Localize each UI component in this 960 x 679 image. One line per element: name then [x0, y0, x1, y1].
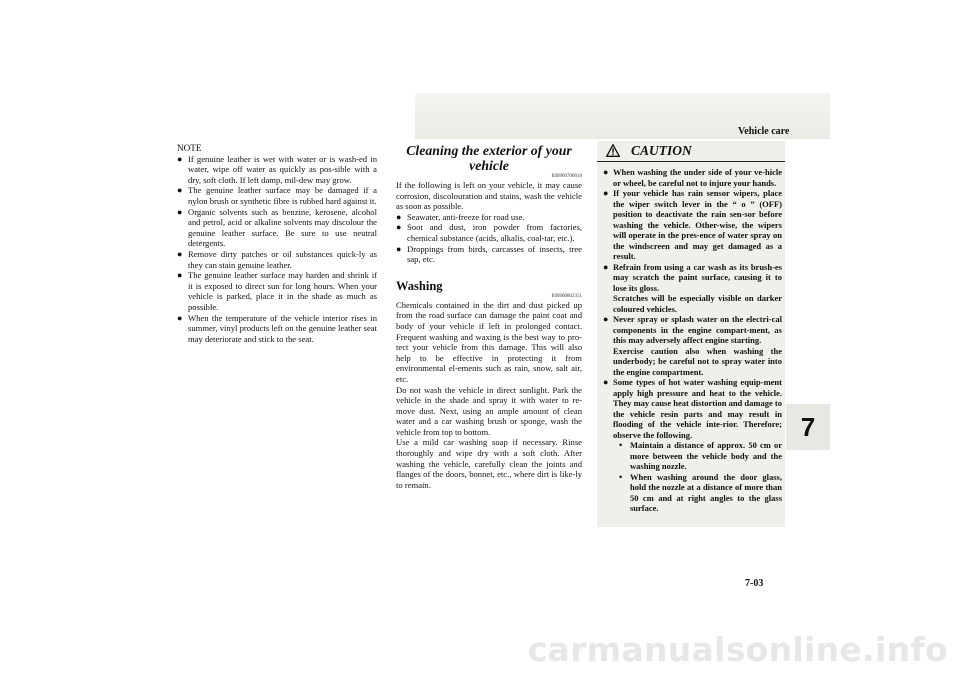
note-list [177, 154, 377, 345]
list-item: ● When washing the under side of your ve-hicle or wheel, be careful not to injure your hands. [603, 167, 782, 188]
list-item: ● When the temperature of the vehicle interior rises in summer, vinyl products left on the genuine leather seat may deteriorate and stick to the seat. [177, 313, 377, 345]
caution-text: Some types of hot water washing equip-ment apply high pressure and heat to the vehicle. They may cause heat distortion and damage to the vehicle resin parts and may result in flooding of the vehicle inte-rior. Therefore; observe the following. [613, 377, 782, 440]
exterior-code: E00900700010 [551, 174, 582, 179]
warning-triangle-icon [606, 144, 620, 157]
washing-paragraph: Do not wash the vehicle in direct sunlight. Park the vehicle in the shade and spray it with water to re-move dust. Next, using an ample amount of clean water and a car washing brush or sponge, wash the vehicle from top to bottom. [396, 384, 582, 437]
list-item: ● The genuine leather surface may harden and shrink if it is exposed to direct sun for long hours. When your vehicle is parked, place it in the shade as much as possible. [177, 270, 377, 312]
main-column [396, 143, 582, 490]
section-title: Vehicle care [738, 126, 790, 137]
list-item: ● Seawater, anti-freeze for road use. [396, 212, 582, 223]
note-label: NOTE [177, 143, 202, 153]
caution-box [597, 141, 785, 527]
washing-paragraph: Use a mild car washing soap if necessary. Rinse thoroughly and wipe dry with a soft cloth. After washing the vehicle, carefully clean the joints and flanges of the doors, bonnet, etc., where dirt is like-ly to remain. [396, 437, 582, 490]
caution-sublist [613, 440, 782, 514]
list-item: • When washing around the door glass, hold the nozzle at a distance of more than 50 cm and at right angles to the glass surface. [613, 472, 782, 514]
list-item [603, 377, 782, 514]
page-number: 7-03 [745, 578, 764, 589]
list-item: ● The genuine leather surface may be damaged if a nylon brush or synthetic fibre is rubbed hard against it. [177, 185, 377, 206]
list-item: • Maintain a distance of approx. 50 cm or more between the vehicle body and the washing nozzle. [613, 440, 782, 472]
list-item: ● Droppings from birds, carcasses of insects, tree sap, etc. [396, 244, 582, 265]
exterior-list [396, 212, 582, 265]
list-item [603, 262, 782, 315]
washing-paragraph: Chemicals contained in the dirt and dust picked up from the road surface can damage the paint coat and body of your vehicle if left in prolonged contact. Frequent washing and waxing is the best way to pro-tect your vehicle from this damage. This will also help to be effective in protecting it from environmental el-ements such as rain, snow, salt air, etc. [396, 299, 582, 384]
caution-text: Never spray or splash water on the electri-cal components in the engine compart-ment, as this may adversely affect engine starting. [613, 314, 782, 345]
caution-text: Scratches will be especially visible on darker coloured vehicles. [613, 293, 782, 314]
list-item: ● If your vehicle has rain sensor wipers, place the wiper switch lever in the “ o ” (OFF) position to deactivate the rain sen-sor before washing the vehicle. Other-wise, the wipers will operate in the pres-ence of water spray on the windscreen and may get damaged as a result. [603, 188, 782, 262]
list-item [603, 314, 782, 377]
caution-body [597, 162, 785, 514]
list-item: ● If genuine leather is wet with water or is wash-ed in water, wipe off water as quickly as pos-sible with a dry, soft cloth. If left damp, mil-dew may grow. [177, 154, 377, 186]
list-item: ● Soot and dust, iron powder from factories, chemical substance (acids, alkalis, coal-tar, etc.). [396, 222, 582, 243]
exterior-intro: If the following is left on your vehicle, it may cause corrosion, discolouration and stains, wash the vehicle as soon as possible. [396, 180, 582, 212]
caution-title: CAUTION [631, 143, 692, 158]
caution-text: Exercise caution also when washing the underbody; be careful not to spray water into the engine compartment. [613, 345, 782, 377]
caution-list [603, 167, 782, 514]
note-column [177, 143, 377, 344]
exterior-heading [396, 143, 582, 173]
list-item: ● Organic solvents such as benzine, kerosene, alcohol and petrol, acid or alkaline solvents may discolour the genuine leather surface. Be sure to use neutral detergents. [177, 207, 377, 249]
caution-text: Refrain from using a car wash as its brush-es may scratch the paint surface, causing it to lose its gloss. [613, 261, 782, 293]
washing-heading: Washing [396, 278, 443, 293]
watermark: carmanualsonline.info [527, 630, 948, 669]
exterior-heading-line2: vehicle [469, 158, 509, 173]
washing-code: E00900802351 [551, 293, 582, 299]
exterior-heading-line1: Cleaning the exterior of your [406, 143, 572, 158]
chapter-tab: 7 [786, 404, 830, 450]
caution-header [597, 141, 785, 162]
list-item: ● Remove dirty patches or oil substances quick-ly as they can stain genuine leather. [177, 249, 377, 270]
